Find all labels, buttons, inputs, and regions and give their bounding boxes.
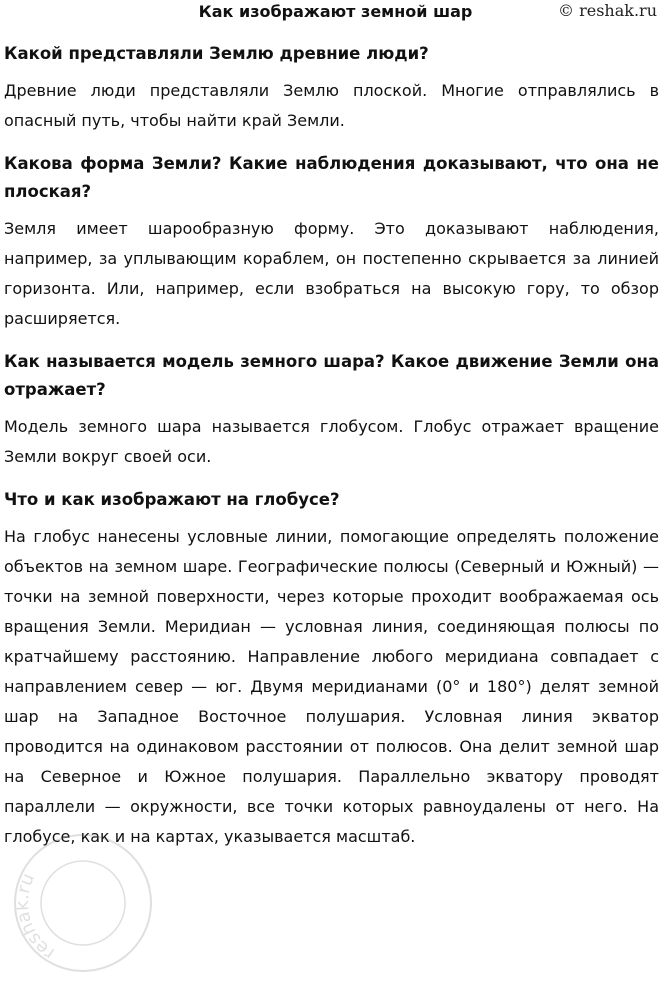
question-3: Как называется модель земного шара? Какое движение Земли она отражает? xyxy=(4,352,659,399)
answer-1: Древние люди представляли Землю плоской. Многие отправлялись в опасный путь, чтобы найти край Земли. xyxy=(4,81,659,130)
watermark-text: reshak.ru xyxy=(11,870,59,965)
answer-4: На глобус нанесены условные линии, помогающие определять положение объектов на земном шаре. Географические полюсы (Северный и Южный) — точки на земной поверхности, через которые проходит воображаемая ось вращения Земли. Меридиан — условная линия, соединяющая полюсы по кратчайшему расстоянию. Направление любого меридиана совпадает с направлением север — юг. Двумя меридианами (0° и 180°) делят земной шар на Западное Восточное полушария. Условная линия экватор проводится на одинаковом расстоянии от полюсов. Она делит земной шар на Северное и Южное полушария. Параллельно экватору проводят параллели — окружности, все точки которых равноудалены от него. На глобусе, как и на картах, указывается масштаб. xyxy=(4,527,659,846)
answer-2: Земля имеет шарообразную форму. Это доказывают наблюдения, например, за уплывающим кораблем, он постепенно скрывается за линией горизонта. Или, например, если взобраться на высокую гору, то обзор расширяется. xyxy=(4,219,659,328)
page-title: Как изображают земной шар xyxy=(198,2,473,21)
answer-3: Модель земного шара называется глобусом. Глобус отражает вращение Земли вокруг своей оси. xyxy=(4,417,659,466)
page-header xyxy=(4,0,659,26)
question-2: Какова форма Земли? Какие наблюдения доказывают, что она не плоская? xyxy=(4,154,659,201)
question-4: Что и как изображают на глобусе? xyxy=(4,490,340,509)
copyright-text: © reshak.ru xyxy=(558,1,657,20)
question-1: Какой представляли Землю древние люди? xyxy=(4,44,429,63)
